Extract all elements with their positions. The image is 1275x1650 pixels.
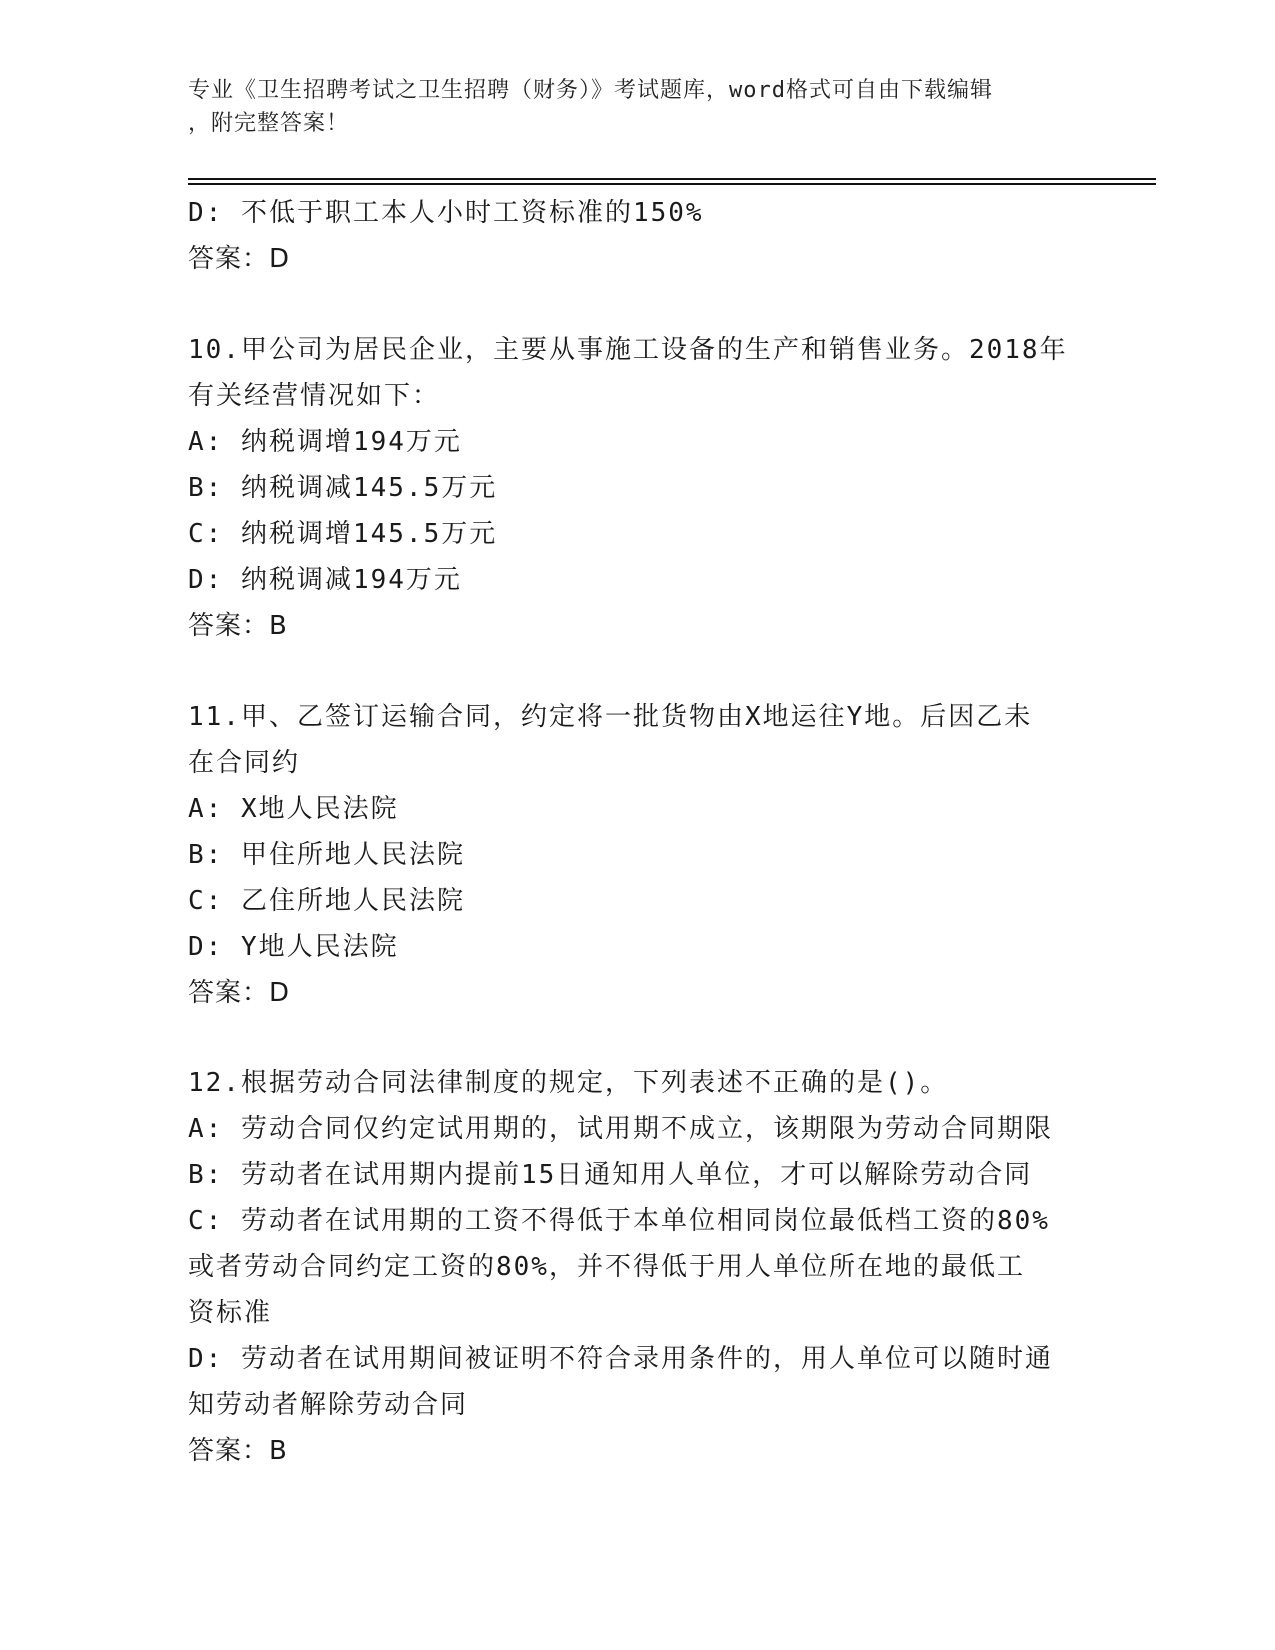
option-d-cont: 知劳动者解除劳动合同 bbox=[188, 1390, 469, 1420]
question-stem: 10.甲公司为居民企业，主要从事施工设备的生产和销售业务。2018年 bbox=[188, 335, 1068, 365]
question-10 bbox=[188, 327, 1088, 649]
option-d: D: 纳税调减194万元 bbox=[188, 565, 462, 595]
prev-answer: 答案：D bbox=[188, 244, 291, 274]
option-c: C: 纳税调增145.5万元 bbox=[188, 519, 498, 549]
option-c-cont: 或者劳动合同约定工资的80%，并不得低于用人单位所在地的最低工 bbox=[188, 1252, 1025, 1282]
question-stem-cont: 有关经营情况如下： bbox=[188, 381, 441, 411]
answer: 答案：B bbox=[188, 1436, 288, 1466]
option-b: B: 劳动者在试用期内提前15日通知用人单位，才可以解除劳动合同 bbox=[188, 1160, 1033, 1190]
option-c-cont: 资标准 bbox=[188, 1298, 273, 1328]
option-d: D: Y地人民法院 bbox=[188, 932, 399, 962]
option-c: C: 乙住所地人民法院 bbox=[188, 886, 465, 916]
header-rule-top bbox=[188, 178, 1156, 180]
question-stem: 11.甲、乙签订运输合同，约定将一批货物由X地运往Y地。后因乙未 bbox=[188, 702, 1033, 732]
option-b: B: 纳税调减145.5万元 bbox=[188, 473, 498, 503]
question-content bbox=[188, 190, 1088, 1474]
header-line-1: 专业《卫生招聘考试之卫生招聘（财务）》考试题库，word格式可自由下载编辑 bbox=[188, 78, 993, 103]
question-11 bbox=[188, 694, 1088, 1016]
question-12 bbox=[188, 1060, 1088, 1474]
answer: 答案：D bbox=[188, 978, 291, 1008]
page-header bbox=[188, 74, 1068, 140]
prev-option-d: D: 不低于职工本人小时工资标准的150% bbox=[188, 198, 704, 228]
option-c: C: 劳动者在试用期的工资不得低于本单位相同岗位最低档工资的80% bbox=[188, 1206, 1050, 1236]
option-a: A: 劳动合同仅约定试用期的，试用期不成立，该期限为劳动合同期限 bbox=[188, 1114, 1053, 1144]
question-stem: 12.根据劳动合同法律制度的规定，下列表述不正确的是()。 bbox=[188, 1068, 949, 1098]
header-rule-bottom bbox=[188, 183, 1156, 185]
option-a: A: X地人民法院 bbox=[188, 794, 399, 824]
header-line-2: ，附完整答案！ bbox=[188, 111, 350, 136]
option-b: B: 甲住所地人民法院 bbox=[188, 840, 465, 870]
answer: 答案：B bbox=[188, 611, 288, 641]
option-a: A: 纳税调增194万元 bbox=[188, 427, 462, 457]
option-d: D: 劳动者在试用期间被证明不符合录用条件的，用人单位可以随时通 bbox=[188, 1344, 1053, 1374]
question-stem-cont: 在合同约 bbox=[188, 748, 301, 778]
